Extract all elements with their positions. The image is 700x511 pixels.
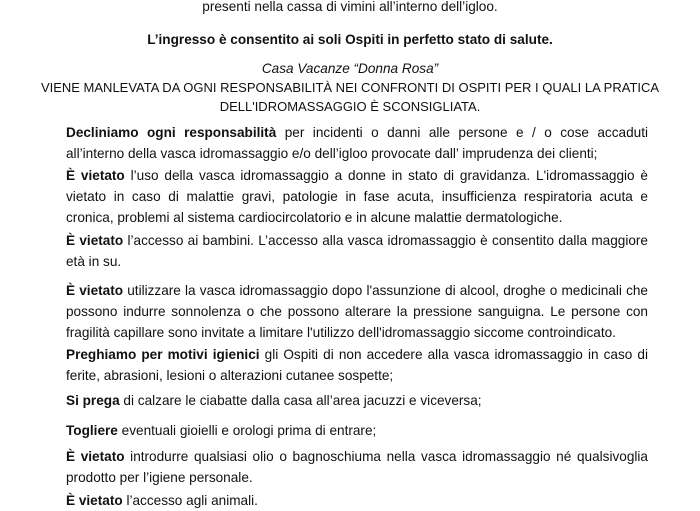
rule-lead: Decliniamo ogni responsabilità	[66, 125, 277, 140]
house-name: Casa Vacanze “Donna Rosa”	[261, 61, 439, 76]
rule-paragraph	[66, 165, 648, 228]
rule-paragraph	[66, 280, 648, 343]
rule-text: eventuali gioielli e orologi prima di entrare;	[117, 423, 377, 438]
rule-text: l’accesso ai bambini. L’accesso alla vasca idromassaggio è consentito dalla maggiore età in su.	[66, 233, 648, 269]
rule-lead: È vietato	[66, 168, 125, 183]
entry-notice: L’ingresso è consentito ai soli Ospiti in perfetto stato di salute.	[147, 32, 553, 47]
rule-text: per incidenti o danni alle persone e / o cose accaduti all’interno della vasca idromassaggio e/o dell’igloo provocate dall’ imprudenza dei clienti;	[66, 125, 648, 161]
rule-paragraph	[66, 490, 648, 511]
rule-lead: Preghiamo per motivi igienici	[66, 347, 260, 362]
rule-text: introdurre qualsiasi olio o bagnoschiuma nella vasca idromassaggio né qualsivoglia prodotto per l’igiene personale.	[66, 449, 648, 485]
rule-lead: È vietato	[66, 493, 123, 508]
rule-text: gli Ospiti di non accedere alla vasca idromassaggio in caso di ferite, abrasioni, lesioni o alterazioni cutanee sospette;	[66, 347, 648, 383]
rule-paragraph	[66, 420, 648, 441]
rule-paragraph	[66, 230, 648, 272]
disclaimer-line-2: DELL'IDROMASSAGGIO È SCONSIGLIATA.	[219, 99, 481, 114]
rule-paragraph	[66, 390, 648, 411]
rule-lead: Si prega	[66, 393, 120, 408]
top-line: presenti nella cassa di vimini all’interno dell’igloo.	[202, 0, 498, 14]
rule-lead: Togliere	[66, 423, 118, 438]
rule-text: l’accesso agli animali.	[122, 493, 258, 508]
rule-text: l’uso della vasca idromassaggio a donne in stato di gravidanza. L'idromassaggio è vietato in caso di malattie gravi, patologie in fase acuta, insufficienza respiratoria acuta e cronica, problemi al sistema cardiocircolatorio e in alcune malattie dermatologiche.	[66, 168, 648, 225]
rule-paragraph	[66, 344, 648, 386]
rule-lead: È vietato	[66, 233, 124, 248]
rule-text: di calzare le ciabatte dalla casa all’area jacuzzi e viceversa;	[119, 393, 482, 408]
rule-text: utilizzare la vasca idromassaggio dopo l'assunzione di alcool, droghe o medicinali che possono indurre sonnolenza o che possono alterare la pressione sanguigna. Le persone con fragilità capillare sono invitate a limitare l'utilizzo dell'idromassaggio siccome controindicato.	[66, 283, 648, 340]
rule-paragraph	[66, 122, 648, 164]
rule-lead: È vietato	[66, 283, 124, 298]
rule-paragraph	[66, 446, 648, 488]
rule-lead: È vietato	[66, 449, 125, 464]
disclaimer-line-1: VIENE MANLEVATA DA OGNI RESPONSABILITÀ NEI CONFRONTI DI OSPITI PER I QUALI LA PRATICA	[40, 80, 660, 95]
